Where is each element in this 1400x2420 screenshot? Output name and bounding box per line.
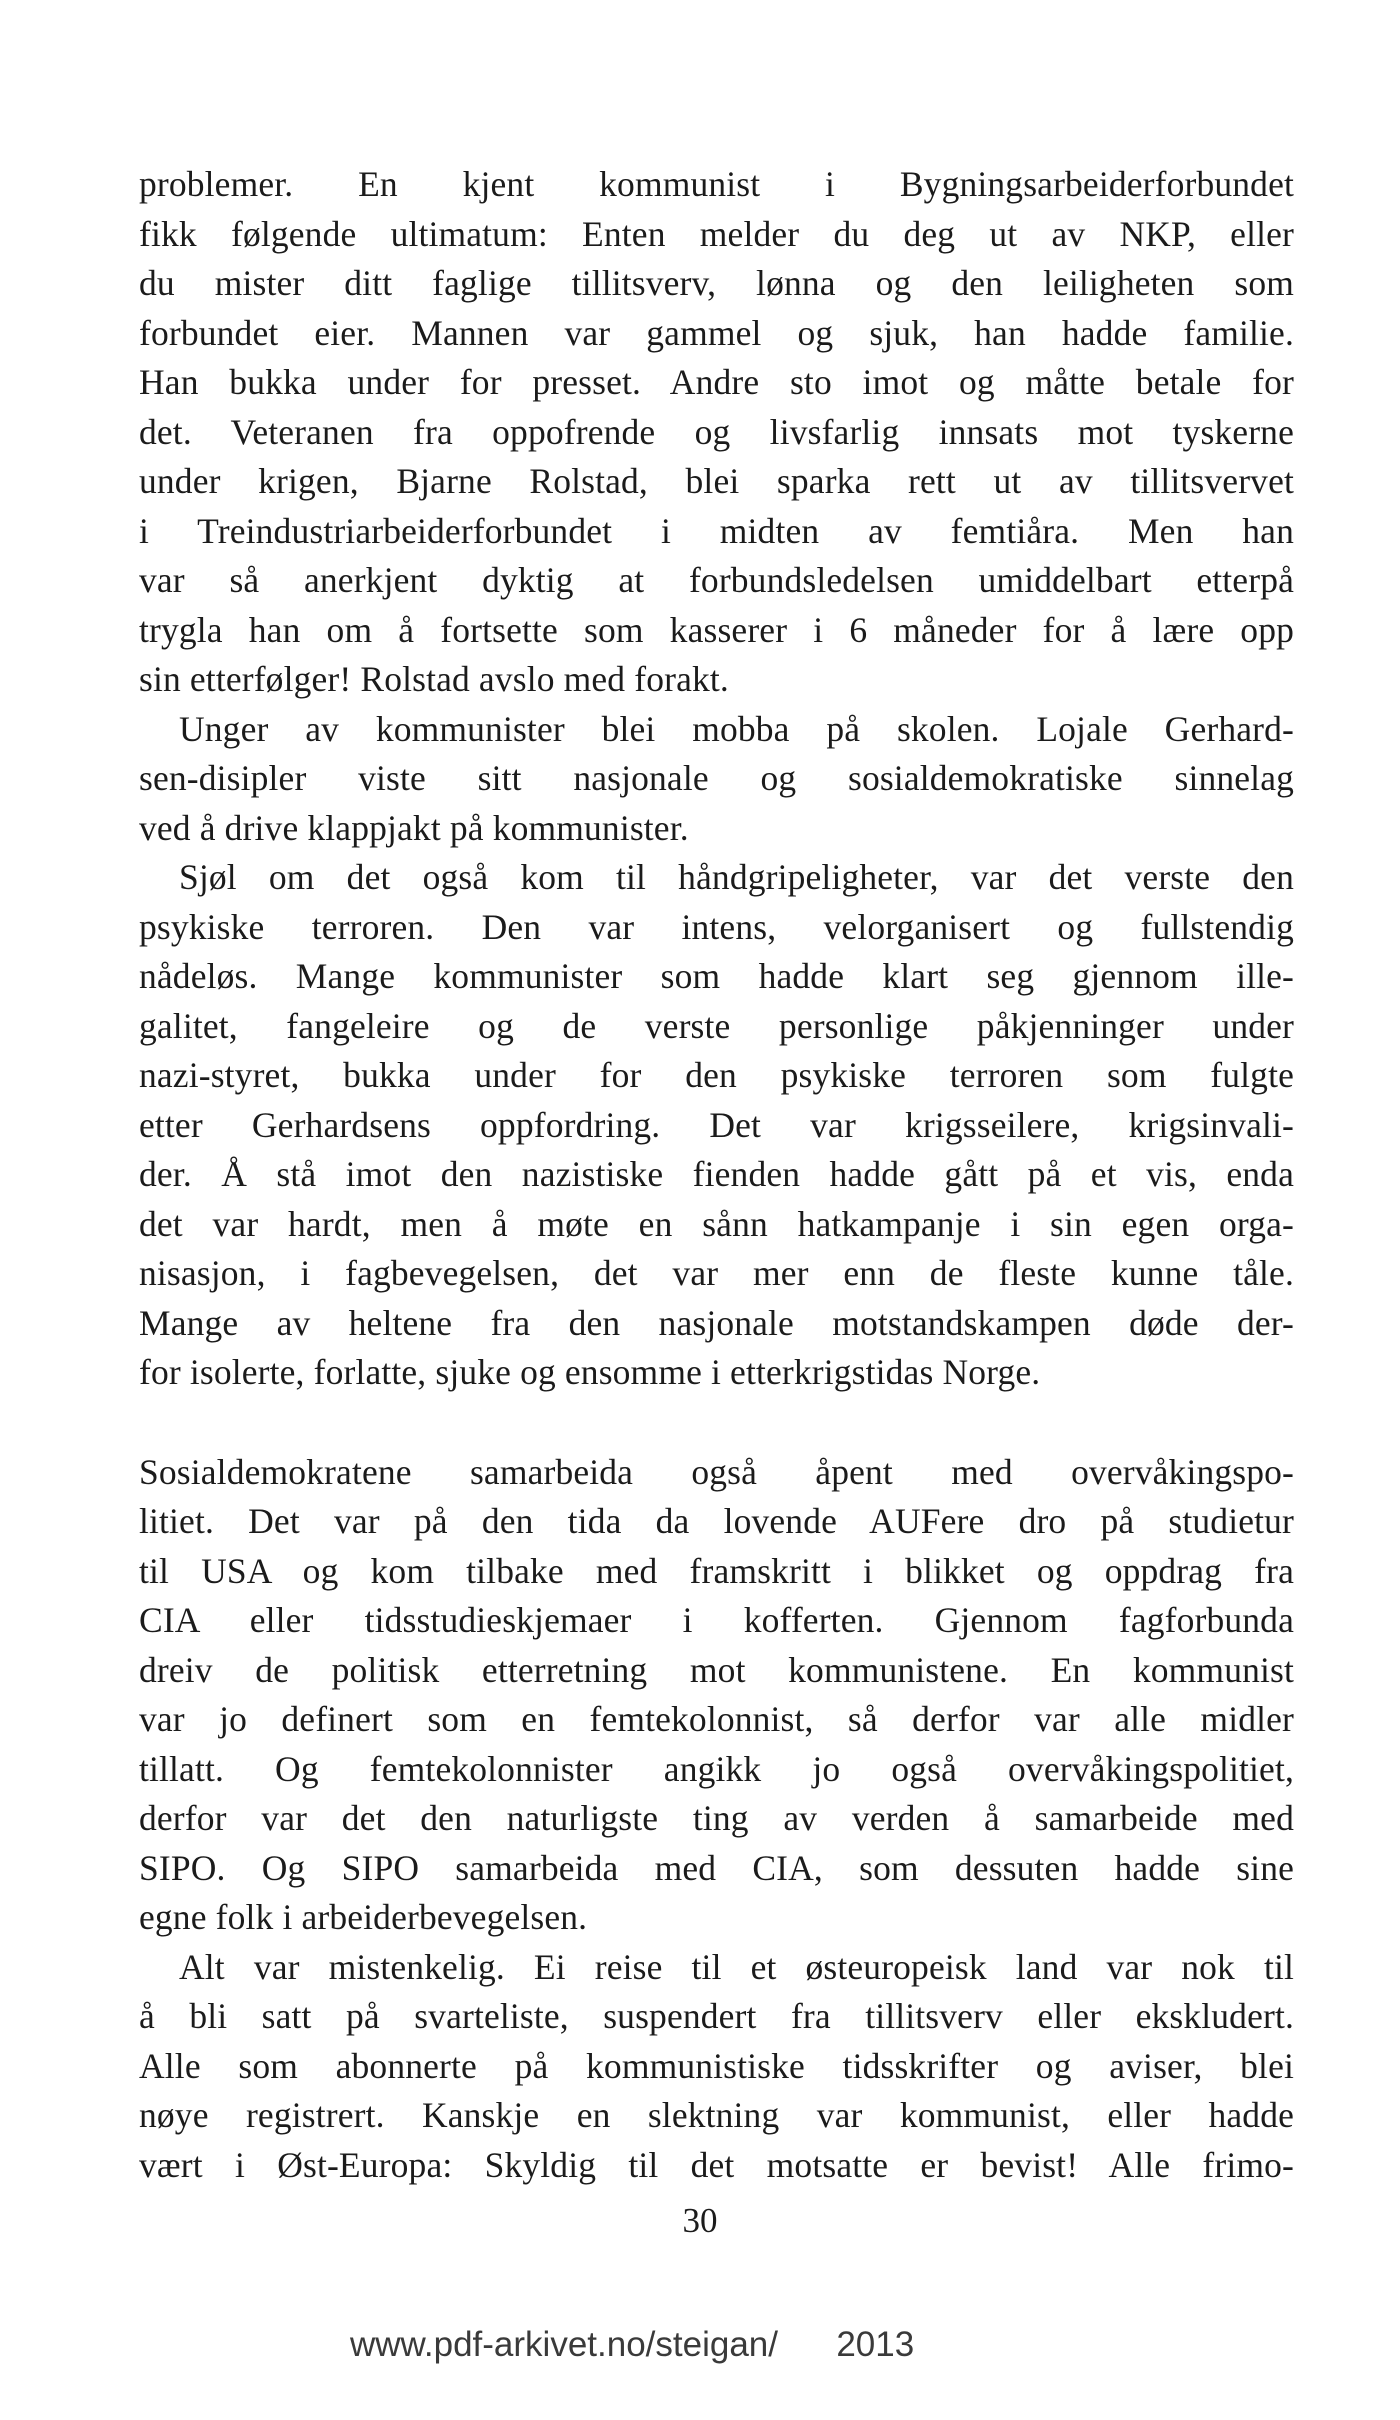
text-line: trygla han om å fortsette som kasserer i 6 måneder for å lære opp [139,609,1294,650]
text-line: CIA eller tidsstudieskjemaer i kofferten. Gjennom fagforbunda [139,1600,1294,1640]
text-line: Alt var mistenkelig. Ei reise til et østeuropeisk land var nok til [179,1946,1294,1987]
text-line: for isolerte, forlatte, sjuke og ensomme i etterkrigstidas Norge. [139,1352,1041,1392]
text-line: det. Veteranen fra oppofrende og livsfarlig innsats mot tyskerne [139,411,1294,452]
text-line: var jo definert som en femtekolonnist, så derfor var alle midler [139,1699,1294,1739]
text-line: der. Å stå imot den nazistiske fienden hadde gått på et vis, enda [139,1154,1294,1194]
footer [350,2325,914,2365]
text-line: å bli satt på svarteliste, suspendert fra tillitsverv eller ekskludert. [139,1996,1294,2036]
text-line: Unger av kommunister blei mobba på skolen. Lojale Gerhard- [179,708,1294,749]
text-line: Mange av heltene fra den nasjonale motstandskampen døde der- [139,1302,1294,1343]
text-line: Sosialdemokratene samarbeida også åpent med overvåkingspo- [139,1451,1294,1492]
text-line: etter Gerhardsens oppfordring. Det var krigsseilere, krigsinvali- [139,1104,1294,1145]
paragraph [139,705,1294,854]
text-line: SIPO. Og SIPO samarbeida med CIA, som dessuten hadde sine [139,1847,1294,1888]
text-line: nådeløs. Mange kommunister som hadde klart seg gjennom ille- [139,956,1294,996]
text-line: litiet. Det var på den tida da lovende AUFere dro på studietur [139,1501,1294,1541]
text-line: nisasjon, i fagbevegelsen, det var mer enn de fleste kunne tåle. [139,1253,1294,1293]
text-line: nøye registrert. Kanskje en slektning var kommunist, eller hadde [139,2095,1294,2135]
text-line: forbundet eier. Mannen var gammel og sjuk, han hadde familie. [139,312,1294,353]
text-line: var så anerkjent dyktig at forbundsledelsen umiddelbart etterpå [139,560,1294,600]
text-line: dreiv de politisk etterretning mot kommunistene. En kommunist [139,1649,1294,1690]
text-line: sin etterfølger! Rolstad avslo med forakt. [139,659,729,699]
page-body [139,160,1294,2190]
page-number: 30 [682,2201,718,2240]
section-gap [139,1398,1294,1448]
text-line: Sjøl om det også kom til håndgripeligheter, var det verste den [179,857,1294,897]
footer-year: 2013 [836,2325,915,2364]
text-line: tillatt. Og femtekolonnister angikk jo også overvåkingspolitiet, [139,1748,1294,1789]
text-line: i Treindustriarbeiderforbundet i midten av femtiåra. Men han [139,510,1294,551]
text-line: fikk følgende ultimatum: Enten melder du deg ut av NKP, eller [139,213,1294,254]
text-line: ved å drive klappjakt på kommunister. [139,807,689,848]
text-line: Han bukka under for presset. Andre sto imot og måtte betale for [139,362,1294,402]
paragraph [139,1943,1294,2191]
text-line: psykiske terroren. Den var intens, velorganisert og fullstendig [139,906,1294,947]
text-line: Alle som abonnerte på kommunistiske tidsskrifter og aviser, blei [139,2045,1294,2086]
footer-url: www.pdf-arkivet.no/steigan/ [350,2325,778,2364]
text-line: sen-disipler viste sitt nasjonale og sosialdemokratiske sinnelag [139,758,1294,798]
text-line: til USA og kom tilbake med framskritt i blikket og oppdrag fra [139,1550,1294,1591]
paragraph [139,1448,1294,1943]
text-line: problemer. En kjent kommunist i Bygningsarbeiderforbundet [139,164,1294,204]
paragraph [139,160,1294,705]
text-line: egne folk i arbeiderbevegelsen. [139,1897,588,1937]
text-line: derfor var det den naturligste ting av verden å samarbeide med [139,1798,1294,1838]
text-line: under krigen, Bjarne Rolstad, blei sparka rett ut av tillitsvervet [139,461,1294,501]
text-line: vært i Øst-Europa: Skyldig til det motsatte er bevist! Alle frimo- [139,2144,1294,2185]
text-line: galitet, fangeleire og de verste personlige påkjenninger under [139,1005,1294,1046]
text-line: det var hardt, men å møte en sånn hatkampanje i sin egen orga- [139,1203,1294,1244]
text-line: nazi-styret, bukka under for den psykiske terroren som fulgte [139,1055,1294,1095]
text-line: du mister ditt faglige tillitsverv, lønna og den leiligheten som [139,263,1294,303]
paragraph [139,853,1294,1398]
